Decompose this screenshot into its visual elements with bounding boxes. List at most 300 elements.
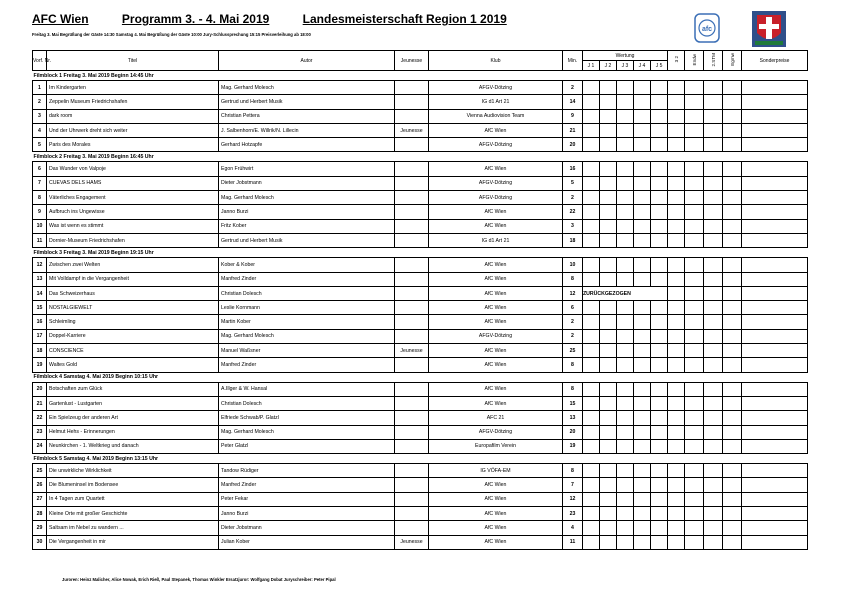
col-3-2-label: 3 2 (673, 56, 679, 63)
programm-title: Programm 3. - 4. Mai 2019 (121, 12, 270, 26)
score-cell (668, 205, 685, 219)
row-jeunesse (395, 233, 429, 247)
judge-score-cell (651, 382, 668, 396)
afc-logo-text: afc (701, 26, 713, 33)
judge-score-cell (600, 344, 617, 358)
judge-score-cell (583, 258, 600, 272)
judge-score-cell (634, 492, 651, 506)
judge-score-cell (600, 191, 617, 205)
sonderpreis-cell (742, 286, 808, 300)
block-header: Filmblock 5 Samstag 4. Mai 2019 Beginn 13:15 Uhr (33, 454, 808, 464)
col-judge: J 1 (583, 61, 600, 71)
sonderpreis-cell (742, 478, 808, 492)
judge-score-cell (583, 191, 600, 205)
row-klub: AfC Wien (429, 358, 563, 372)
row-klub: AfC Wien (429, 396, 563, 410)
judge-score-cell (600, 219, 617, 233)
sonderpreis-cell (742, 191, 808, 205)
sonderpreis-cell (742, 301, 808, 315)
score-cell (723, 176, 742, 190)
row-min: 8 (563, 382, 583, 396)
row-autor: Peter Glatzl (219, 439, 395, 453)
table-row (33, 123, 808, 137)
judge-score-cell (617, 478, 634, 492)
row-titel: Schleimling (47, 315, 219, 329)
sonderpreis-cell (742, 358, 808, 372)
judge-score-cell (583, 439, 600, 453)
row-jeunesse (395, 286, 429, 300)
score-cell (685, 176, 704, 190)
score-cell (668, 286, 685, 300)
score-cell (704, 478, 723, 492)
col-3-2 (668, 51, 685, 71)
score-cell (685, 507, 704, 521)
row-titel: Paris des Morales (47, 138, 219, 152)
judge-score-cell (583, 396, 600, 410)
row-min: 7 (563, 478, 583, 492)
table-row (33, 344, 808, 358)
row-titel: Die Vergangenheit in mir (47, 535, 219, 549)
row-nr: 18 (33, 344, 47, 358)
judge-score-cell (600, 205, 617, 219)
judge-score-cell (651, 521, 668, 535)
score-cell (723, 425, 742, 439)
score-cell (668, 272, 685, 286)
row-klub: AfC Wien (429, 123, 563, 137)
score-cell (668, 233, 685, 247)
judge-score-cell (651, 258, 668, 272)
score-cell (704, 219, 723, 233)
table-row (33, 507, 808, 521)
judge-score-cell (600, 315, 617, 329)
score-cell (704, 81, 723, 95)
row-jeunesse (395, 521, 429, 535)
judge-score-cell (600, 358, 617, 372)
judge-score-cell (600, 95, 617, 109)
judge-score-cell (617, 109, 634, 123)
judge-score-cell (617, 301, 634, 315)
score-cell (723, 81, 742, 95)
judge-score-cell (634, 191, 651, 205)
score-cell (723, 258, 742, 272)
sonderpreis-cell (742, 162, 808, 176)
score-cell (668, 382, 685, 396)
row-titel: Aufbruch ins Ungewisse (47, 205, 219, 219)
judge-score-cell (583, 138, 600, 152)
row-autor: Leslie Kornmann (219, 301, 395, 315)
schedule-subheader: Freitag 3. Mai Begrüßung der Gäste 14:30 Samstag 4. Mai Begrüßung der Gäste 10:00 Jury-Schlussprechung 15:15 Preisverleihung ab 18:00 (32, 32, 311, 37)
score-cell (685, 329, 704, 343)
row-jeunesse (395, 439, 429, 453)
judge-score-cell (651, 233, 668, 247)
judge-score-cell (583, 233, 600, 247)
col-endw (685, 51, 704, 71)
row-klub: Vienna Audiovision Team (429, 109, 563, 123)
judge-score-cell (583, 301, 600, 315)
row-min: 22 (563, 205, 583, 219)
row-nr: 28 (33, 507, 47, 521)
row-nr: 2 (33, 95, 47, 109)
judge-score-cell (600, 301, 617, 315)
judge-score-cell (634, 162, 651, 176)
program-body (33, 71, 808, 550)
row-nr: 10 (33, 219, 47, 233)
row-min: 25 (563, 344, 583, 358)
score-cell (668, 396, 685, 410)
judge-score-cell (634, 382, 651, 396)
sonderpreis-cell (742, 396, 808, 410)
row-klub: AfC Wien (429, 382, 563, 396)
row-autor: Mag. Gerhard Molesch (219, 191, 395, 205)
score-cell (704, 205, 723, 219)
sonderpreis-cell (742, 176, 808, 190)
row-min: 23 (563, 507, 583, 521)
row-jeunesse (395, 301, 429, 315)
row-nr: 21 (33, 396, 47, 410)
judge-score-cell (634, 176, 651, 190)
judge-score-cell (583, 329, 600, 343)
row-klub: AfC Wien (429, 162, 563, 176)
judge-score-cell (634, 301, 651, 315)
judge-score-cell (634, 81, 651, 95)
row-klub: AfC Wien (429, 219, 563, 233)
row-min: 2 (563, 329, 583, 343)
judge-score-cell (634, 358, 651, 372)
judge-score-cell (651, 396, 668, 410)
judge-score-cell (583, 464, 600, 478)
sonderpreis-cell (742, 272, 808, 286)
col-endw-label: Endw (691, 53, 697, 66)
row-min: 20 (563, 425, 583, 439)
col-titel: Titel (47, 51, 219, 71)
score-cell (723, 205, 742, 219)
score-cell (668, 109, 685, 123)
judge-score-cell (651, 358, 668, 372)
judge-score-cell (583, 358, 600, 372)
row-autor: Elfriede Schwab/P. Glatzl (219, 411, 395, 425)
judge-score-cell (634, 205, 651, 219)
row-jeunesse (395, 162, 429, 176)
row-min: 15 (563, 396, 583, 410)
judge-score-cell (600, 162, 617, 176)
sonderpreis-cell (742, 81, 808, 95)
row-autor: Gertrud und Herbert Musik (219, 233, 395, 247)
row-titel: Das Wunder von Valpoje (47, 162, 219, 176)
score-cell (668, 358, 685, 372)
score-cell (668, 329, 685, 343)
score-cell (685, 95, 704, 109)
row-klub: AfC Wien (429, 521, 563, 535)
score-cell (668, 138, 685, 152)
score-cell (685, 81, 704, 95)
score-cell (704, 464, 723, 478)
block-header: Filmblock 2 Freitag 3. Mai 2019 Beginn 16:45 Uhr (33, 152, 808, 162)
judge-score-cell (634, 507, 651, 521)
judge-score-cell (600, 233, 617, 247)
score-cell (723, 286, 742, 300)
score-cell (704, 191, 723, 205)
row-autor: Manfred Zinder (219, 478, 395, 492)
judge-score-cell (617, 176, 634, 190)
judge-score-cell (583, 382, 600, 396)
score-cell (723, 329, 742, 343)
row-jeunesse (395, 507, 429, 521)
score-cell (685, 109, 704, 123)
row-jeunesse: Jeunesse (395, 344, 429, 358)
sonderpreis-cell (742, 521, 808, 535)
judge-score-cell (600, 138, 617, 152)
block-header-row (33, 372, 808, 382)
row-klub: AfC Wien (429, 315, 563, 329)
table-row (33, 162, 808, 176)
row-nr: 15 (33, 301, 47, 315)
row-nr: 3 (33, 109, 47, 123)
judge-score-cell (651, 301, 668, 315)
row-klub: AfC Wien (429, 535, 563, 549)
row-autor: Tandow Rüdiger (219, 464, 395, 478)
score-cell (704, 272, 723, 286)
judge-score-cell (600, 411, 617, 425)
score-cell (685, 535, 704, 549)
judge-score-cell (634, 258, 651, 272)
row-nr: 11 (33, 233, 47, 247)
row-klub: IG VÖFA-EM (429, 464, 563, 478)
row-autor: Christian Dolesch (219, 396, 395, 410)
score-cell (723, 411, 742, 425)
judge-score-cell (583, 315, 600, 329)
judge-score-cell (651, 507, 668, 521)
judge-score-cell (617, 344, 634, 358)
col-stm (704, 51, 723, 71)
judge-score-cell (600, 464, 617, 478)
row-titel: Zeppelin Museum Friedrichshafen (47, 95, 219, 109)
row-titel: Gartenlust - Lustgarten (47, 396, 219, 410)
row-klub: IG d1 Art 21 (429, 95, 563, 109)
judge-score-cell (634, 425, 651, 439)
col-nr: Vorf. Nr. (33, 51, 47, 71)
judge-score-cell (617, 425, 634, 439)
row-nr: 9 (33, 205, 47, 219)
score-cell (685, 478, 704, 492)
row-jeunesse (395, 258, 429, 272)
score-cell (668, 344, 685, 358)
row-jeunesse (395, 492, 429, 506)
row-min: 18 (563, 233, 583, 247)
row-nr: 29 (33, 521, 47, 535)
row-titel: Saltsam im Nebel zu wandern ... (47, 521, 219, 535)
row-jeunesse (395, 396, 429, 410)
judge-score-cell (600, 272, 617, 286)
score-cell (685, 521, 704, 535)
col-min: Min. (563, 51, 583, 71)
row-titel: Botschaften zum Glück (47, 382, 219, 396)
table-row (33, 95, 808, 109)
score-cell (704, 176, 723, 190)
score-cell (723, 464, 742, 478)
row-klub: AfC Wien (429, 492, 563, 506)
score-cell (704, 396, 723, 410)
row-jeunesse (395, 219, 429, 233)
row-autor: Janno Burzi (219, 507, 395, 521)
row-titel: Kleine Orte mit großer Geschichte (47, 507, 219, 521)
judge-score-cell (600, 507, 617, 521)
judge-score-cell (617, 382, 634, 396)
judge-score-cell (600, 396, 617, 410)
coat-of-arms-icon (752, 11, 786, 47)
row-nr: 19 (33, 358, 47, 372)
row-jeunesse (395, 191, 429, 205)
judge-score-cell (634, 123, 651, 137)
row-titel: Waltes Gold (47, 358, 219, 372)
judge-score-cell (617, 138, 634, 152)
row-autor: J. Salbenhorn/E. Willrik/N. Lillecin (219, 123, 395, 137)
row-jeunesse (395, 411, 429, 425)
row-min: 4 (563, 521, 583, 535)
row-klub: AFGV-Dötzing (429, 191, 563, 205)
row-klub: AFC 21 (429, 411, 563, 425)
col-autor: Autor (219, 51, 395, 71)
score-cell (704, 358, 723, 372)
row-nr: 27 (33, 492, 47, 506)
row-nr: 7 (33, 176, 47, 190)
table-row (33, 176, 808, 190)
judge-score-cell (600, 425, 617, 439)
row-note: ZURÜCKGEZOGEN (583, 286, 668, 300)
score-cell (668, 219, 685, 233)
col-egmw-label: Egmw (729, 53, 735, 66)
row-jeunesse (395, 478, 429, 492)
row-min: 10 (563, 258, 583, 272)
row-titel: Zwischen zwei Welten (47, 258, 219, 272)
score-cell (723, 272, 742, 286)
table-row (33, 301, 808, 315)
sonderpreis-cell (742, 425, 808, 439)
score-cell (723, 191, 742, 205)
score-cell (685, 425, 704, 439)
judge-score-cell (600, 382, 617, 396)
row-nr: 17 (33, 329, 47, 343)
score-cell (704, 492, 723, 506)
block-header-row (33, 71, 808, 81)
row-autor: Manuel Waßsner (219, 344, 395, 358)
row-klub: AfC Wien (429, 286, 563, 300)
score-cell (685, 411, 704, 425)
judge-score-cell (634, 95, 651, 109)
row-titel: Das Schweizerhaus (47, 286, 219, 300)
score-cell (685, 464, 704, 478)
row-min: 19 (563, 439, 583, 453)
judge-score-cell (617, 219, 634, 233)
table-row (33, 81, 808, 95)
judge-score-cell (651, 162, 668, 176)
row-jeunesse (395, 205, 429, 219)
score-cell (668, 492, 685, 506)
judge-score-cell (651, 492, 668, 506)
table-row (33, 233, 808, 247)
score-cell (668, 258, 685, 272)
score-cell (723, 344, 742, 358)
score-cell (723, 521, 742, 535)
sonderpreis-cell (742, 233, 808, 247)
sonderpreis-cell (742, 95, 808, 109)
judge-score-cell (600, 258, 617, 272)
row-klub: AfC Wien (429, 344, 563, 358)
table-row (33, 315, 808, 329)
score-cell (704, 95, 723, 109)
judge-score-cell (600, 176, 617, 190)
row-min: 9 (563, 109, 583, 123)
sonderpreis-cell (742, 109, 808, 123)
judge-score-cell (583, 425, 600, 439)
row-jeunesse (395, 315, 429, 329)
judge-score-cell (651, 81, 668, 95)
judge-score-cell (583, 219, 600, 233)
col-judge: J 5 (651, 61, 668, 71)
row-nr: 20 (33, 382, 47, 396)
row-autor: Martin Kober (219, 315, 395, 329)
page-header (32, 12, 537, 26)
row-nr: 16 (33, 315, 47, 329)
score-cell (668, 521, 685, 535)
score-cell (685, 358, 704, 372)
judge-score-cell (617, 272, 634, 286)
judge-score-cell (634, 109, 651, 123)
col-judge: J 4 (634, 61, 651, 71)
row-nr: 25 (33, 464, 47, 478)
row-nr: 13 (33, 272, 47, 286)
score-cell (704, 233, 723, 247)
col-judge: J 3 (617, 61, 634, 71)
score-cell (704, 138, 723, 152)
row-klub: AfC Wien (429, 478, 563, 492)
row-nr: 26 (33, 478, 47, 492)
sonderpreis-cell (742, 344, 808, 358)
score-cell (723, 162, 742, 176)
judge-score-cell (617, 492, 634, 506)
judge-score-cell (583, 81, 600, 95)
score-cell (668, 439, 685, 453)
score-cell (685, 286, 704, 300)
afc-logo-icon (694, 13, 720, 43)
row-titel: Und der Uhrwerk dreht sich weiter (47, 123, 219, 137)
score-cell (668, 478, 685, 492)
table-row (33, 478, 808, 492)
row-autor: Dieter Jobstmann (219, 176, 395, 190)
score-cell (685, 439, 704, 453)
block-header-row (33, 248, 808, 258)
table-row (33, 286, 808, 300)
score-cell (704, 439, 723, 453)
judge-score-cell (583, 109, 600, 123)
row-jeunesse (395, 176, 429, 190)
row-titel: CUEVAS DELS HAMS (47, 176, 219, 190)
sonderpreis-cell (742, 219, 808, 233)
score-cell (704, 425, 723, 439)
table-row (33, 272, 808, 286)
judge-score-cell (600, 521, 617, 535)
sonderpreis-cell (742, 492, 808, 506)
score-cell (704, 344, 723, 358)
row-jeunesse (395, 382, 429, 396)
judge-score-cell (651, 535, 668, 549)
row-nr: 6 (33, 162, 47, 176)
row-jeunesse: Jeunesse (395, 123, 429, 137)
row-jeunesse (395, 95, 429, 109)
row-nr: 12 (33, 258, 47, 272)
score-cell (704, 535, 723, 549)
judge-score-cell (634, 233, 651, 247)
judge-score-cell (583, 123, 600, 137)
